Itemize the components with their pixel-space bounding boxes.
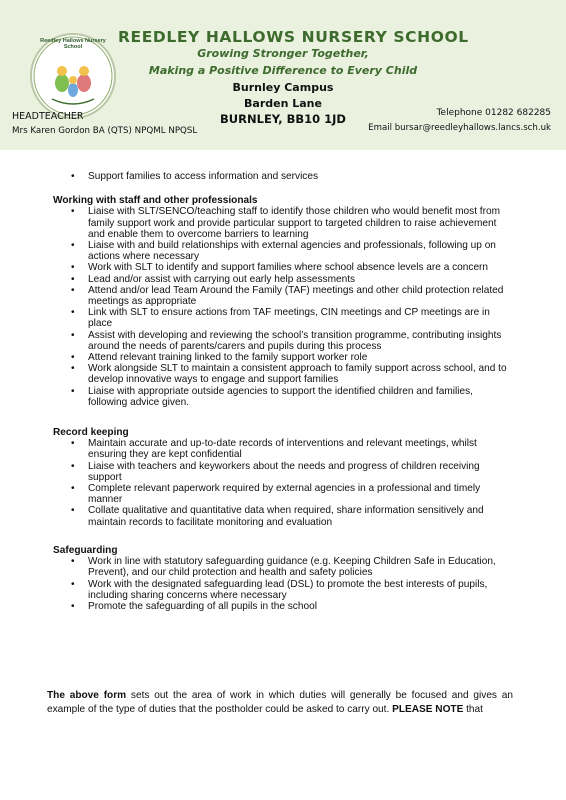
document-body [53,171,513,612]
list-item: • Liaise with SLT/SENCO/teaching staff to identify those children who would benefit most from family support work and provide particular support to targeted children to raise achievement and enable them to overcome barriers to learning [53,206,513,240]
list-item: • Work in line with statutory safeguarding guidance (e.g. Keeping Children Safe in Education, Prevent), and our child protection and health and safety policies [53,556,513,578]
headteacher-label: HEADTEACHER [12,111,84,122]
address-campus: Burnley Campus [232,81,334,94]
footer-text-1: sets out the area of work in which duties will generally be focused and gives an example of the type of duties that the postholder could be asked to carry out. [47,690,513,715]
list-item: • Attend relevant training linked to the family support worker role [53,352,513,363]
list-item: • Collate qualitative and quantitative data when required, share information sensitively and maintain records to facilitate monitoring and evaluation [53,505,513,527]
headteacher-name: Mrs Karen Gordon BA (QTS) NPQML NPQSL [12,126,198,136]
email: Email bursar@reedleyhallows.lancs.sch.uk [368,123,551,133]
list-item: • Work with the designated safeguarding lead (DSL) to promote the best interests of pupils, including sharing concerns where necessary [53,579,513,601]
letterhead [0,0,566,150]
tagline-line-1: Growing Stronger Together, [197,47,369,60]
section-safeguarding [53,545,513,612]
intro-list [53,171,513,182]
logo-text: Reedley Hallows Nursery School [40,38,106,50]
section-list [53,206,513,408]
footer-text-2: that [463,703,483,715]
list-item: • Support families to access information and services [53,171,513,182]
list-item: • Liaise with and build relationships with external agencies and professionals, following up on actions where necessary [53,240,513,262]
section-record-keeping [53,427,513,528]
telephone: Telephone 01282 682285 [436,108,551,118]
section-title: Safeguarding [53,544,118,556]
school-name: REEDLEY HALLOWS NURSERY SCHOOL [118,28,469,46]
footer-bold-note: PLEASE NOTE [392,703,464,715]
address-street: Barden Lane [244,97,322,110]
list-item: • Liaise with appropriate outside agencies to support the identified children and families, following advice given. [53,386,513,408]
list-item: • Lead and/or assist with carrying out early help assessments [53,274,513,285]
list-item: • Promote the safeguarding of all pupils in the school [53,601,513,612]
list-item: • Complete relevant paperwork required by external agencies in a professional and timely manner [53,483,513,505]
section-list [53,438,513,528]
list-item: • Work with SLT to identify and support families where school absence levels are a concern [53,262,513,273]
list-item: • Assist with developing and reviewing the school’s transition programme, contributing insights around the needs of parents/carers and pupils during this process [53,330,513,352]
section-title: Working with staff and other professionals [53,195,258,207]
list-item: • Link with SLT to ensure actions from TAF meetings, CIN meetings and CP meetings are in place [53,307,513,329]
list-item: • Work alongside SLT to maintain a consistent approach to family support across school, and to develop innovative ways to engage and support families [53,363,513,385]
footer-bold-form: The above form [47,690,127,701]
section-list [53,556,513,612]
school-logo [30,33,116,119]
list-item: • Maintain accurate and up-to-date records of interventions and relevant meetings, whilst ensuring they are kept confidential [53,438,513,460]
address-town: BURNLEY, BB10 1JD [220,112,346,126]
list-item: • Attend and/or lead Team Around the Family (TAF) meetings and other child protection related meetings as appropriate [53,285,513,307]
section-working-with-staff [53,195,513,408]
tagline-line-2: Making a Positive Difference to Every Child [148,64,418,77]
closing-paragraph [47,689,513,716]
list-item: • Liaise with teachers and keyworkers about the needs and progress of children receiving support [53,461,513,483]
section-title: Record keeping [53,427,129,439]
